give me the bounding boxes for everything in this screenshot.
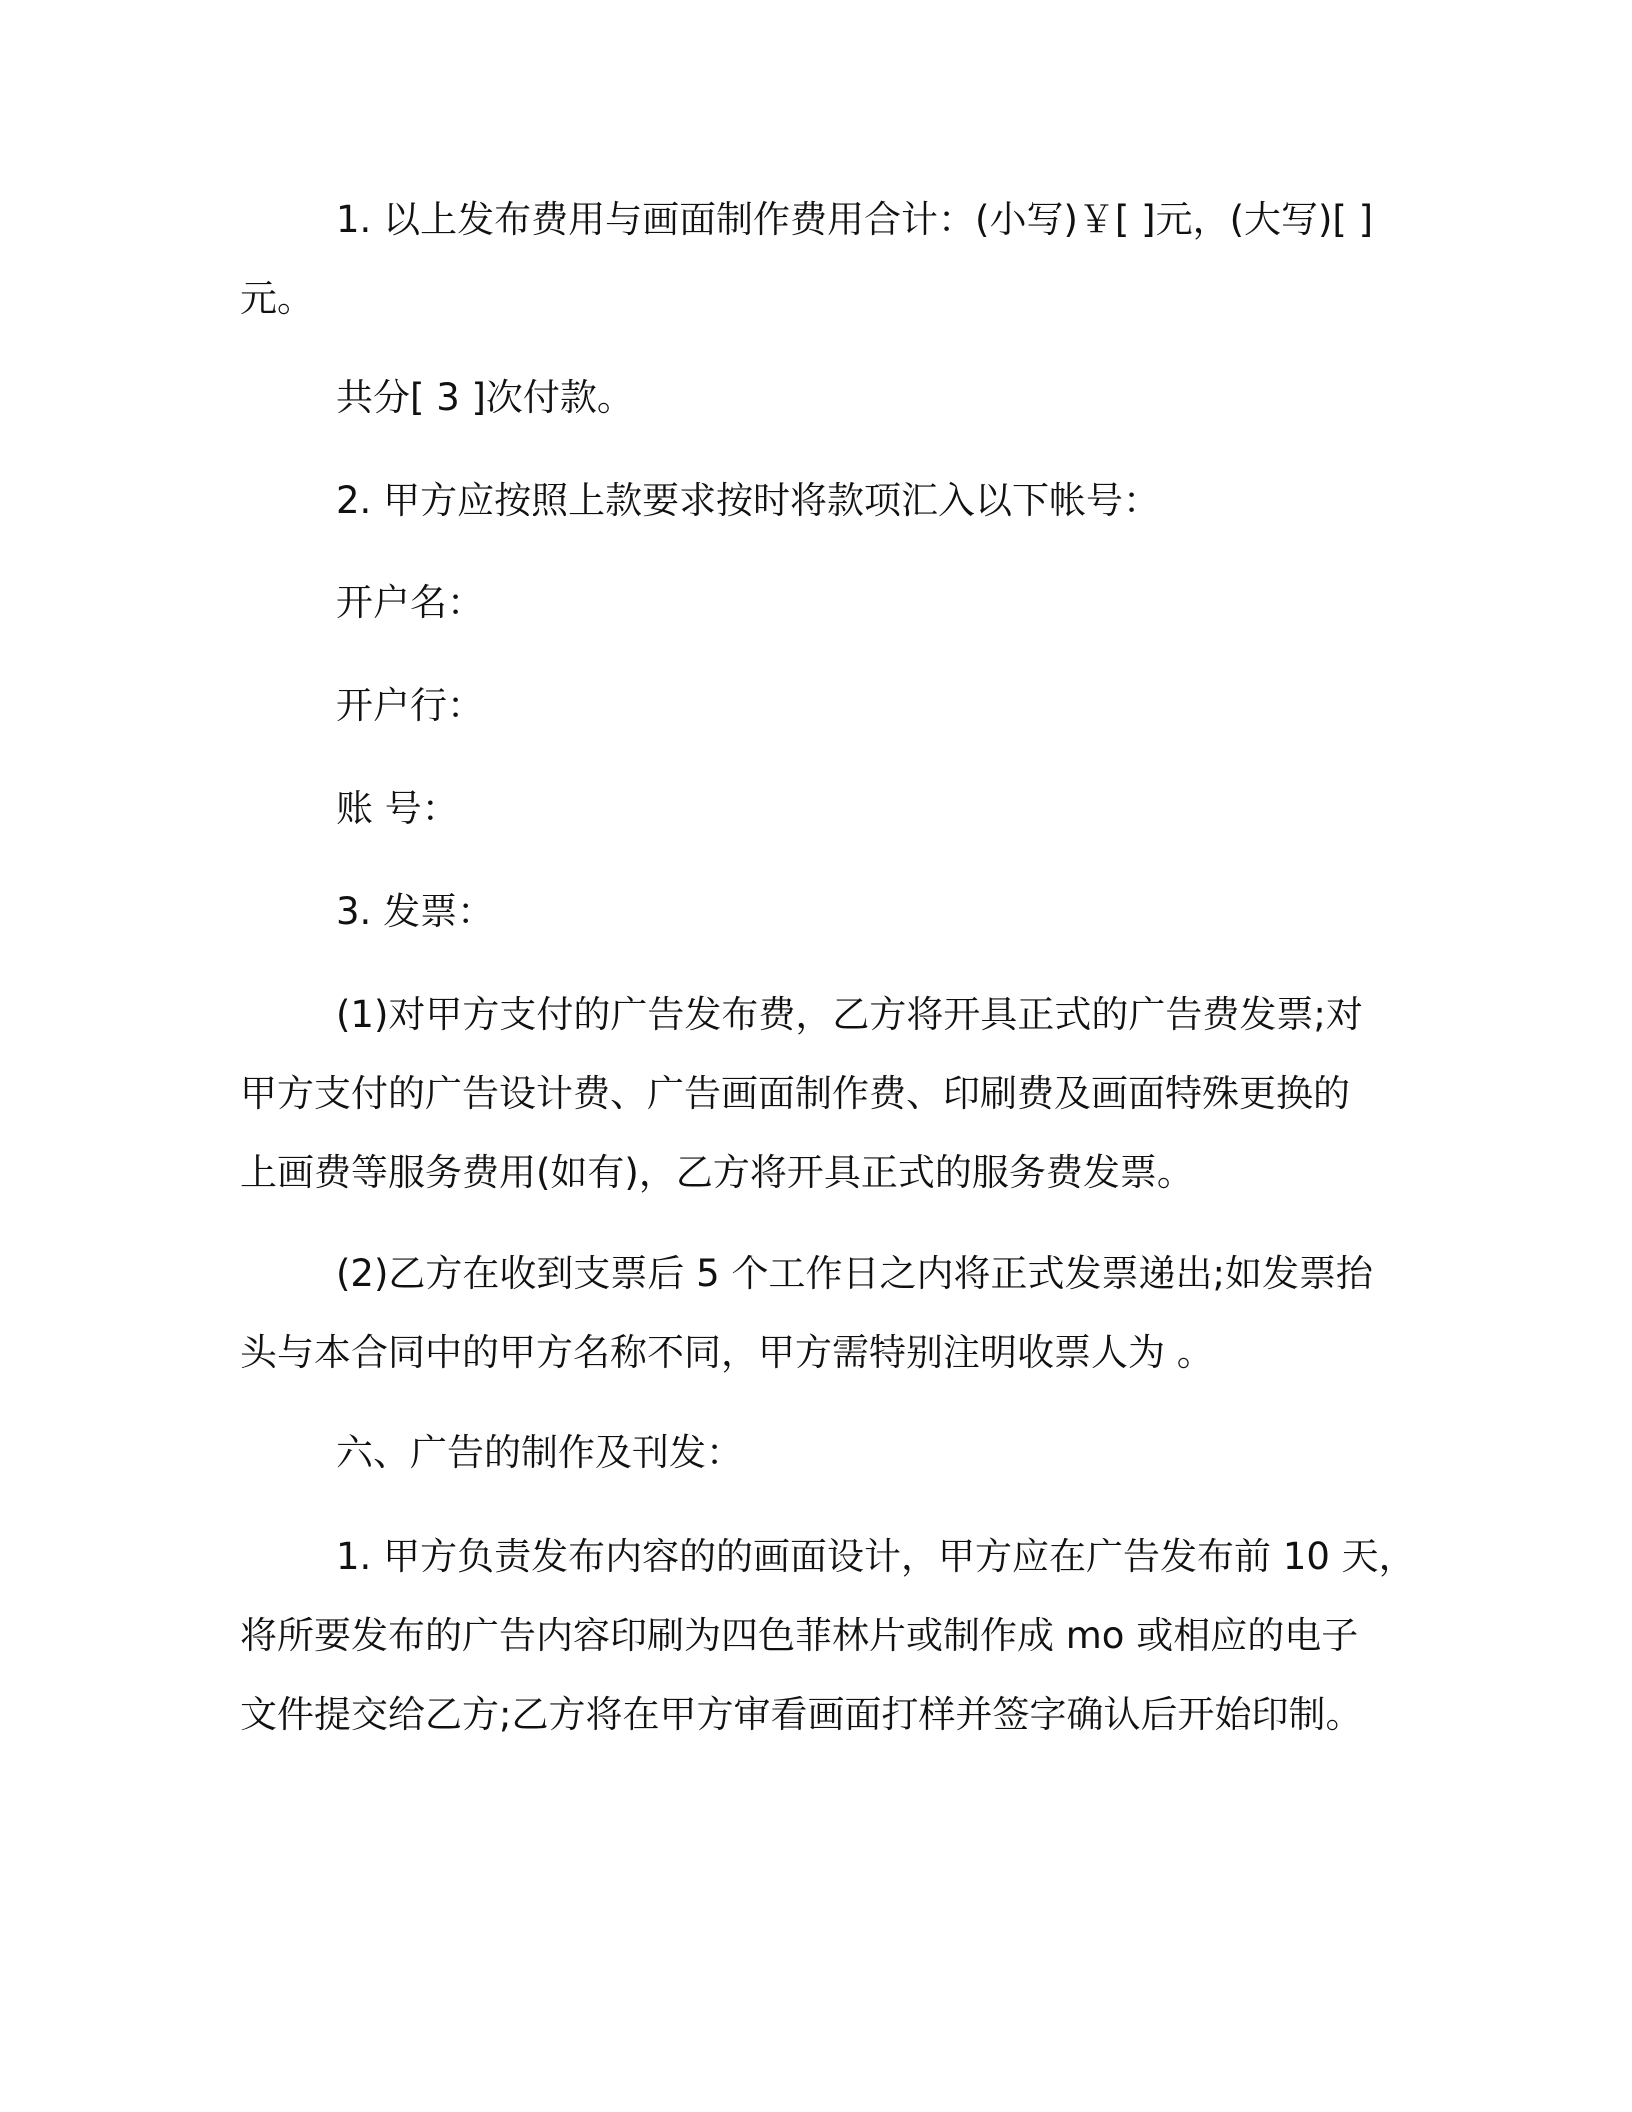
text-line: (1)对甲方支付的广告发布费，乙方将开具正式的广告费发票;对 — [336, 993, 1363, 1036]
paragraph-section-six-heading — [240, 1413, 1380, 1492]
text-line: 开户行： — [336, 684, 484, 727]
text-line: 共分[ 3 ]次付款。 — [336, 376, 634, 419]
paragraph-account-number — [240, 769, 1380, 848]
text-line: 甲方支付的广告设计费、广告画面制作费、印刷费及画面特殊更换的 — [240, 1072, 1350, 1115]
paragraph-design-responsibility — [240, 1517, 1416, 1754]
text-line: 上画费等服务费用(如有)，乙方将开具正式的服务费发票。 — [240, 1151, 1194, 1194]
paragraph-account-name — [240, 563, 1380, 642]
text-line: 1. 以上发布费用与画面制作费用合计：(小写)￥[ ]元，(大写)[ ] — [336, 198, 1374, 241]
text-line: (2)乙方在收到支票后 5 个工作日之内将正式发票递出;如发票抬 — [336, 1252, 1373, 1295]
text-line: 3. 发票： — [336, 890, 495, 933]
text-line: 1. 甲方负责发布内容的的画面设计，甲方应在广告发布前 10 天， — [336, 1535, 1416, 1578]
paragraph-account-bank — [240, 666, 1380, 745]
text-line: 头与本合同中的甲方名称不同，甲方需特别注明收票人为 。 — [240, 1331, 1214, 1374]
paragraph-invoice-2 — [240, 1234, 1380, 1392]
text-line: 元。 — [240, 277, 314, 320]
paragraph-payment-total — [240, 180, 1380, 338]
text-line: 开户名： — [336, 581, 484, 624]
text-line: 将所要发布的广告内容印刷为四色菲林片或制作成 mo 或相应的电子 — [240, 1614, 1359, 1657]
text-line: 账 号： — [336, 787, 459, 830]
paragraph-invoice-heading — [240, 872, 1380, 951]
paragraph-invoice-1 — [240, 975, 1380, 1212]
text-line: 六、广告的制作及刊发： — [336, 1431, 743, 1474]
paragraph-installments — [240, 358, 1380, 437]
text-line: 2. 甲方应按照上款要求按时将款项汇入以下帐号： — [336, 479, 1161, 522]
text-line: 文件提交给乙方;乙方将在甲方审看画面打样并签字确认后开始印制。 — [240, 1693, 1363, 1736]
paragraph-bank-account-intro — [240, 461, 1380, 540]
